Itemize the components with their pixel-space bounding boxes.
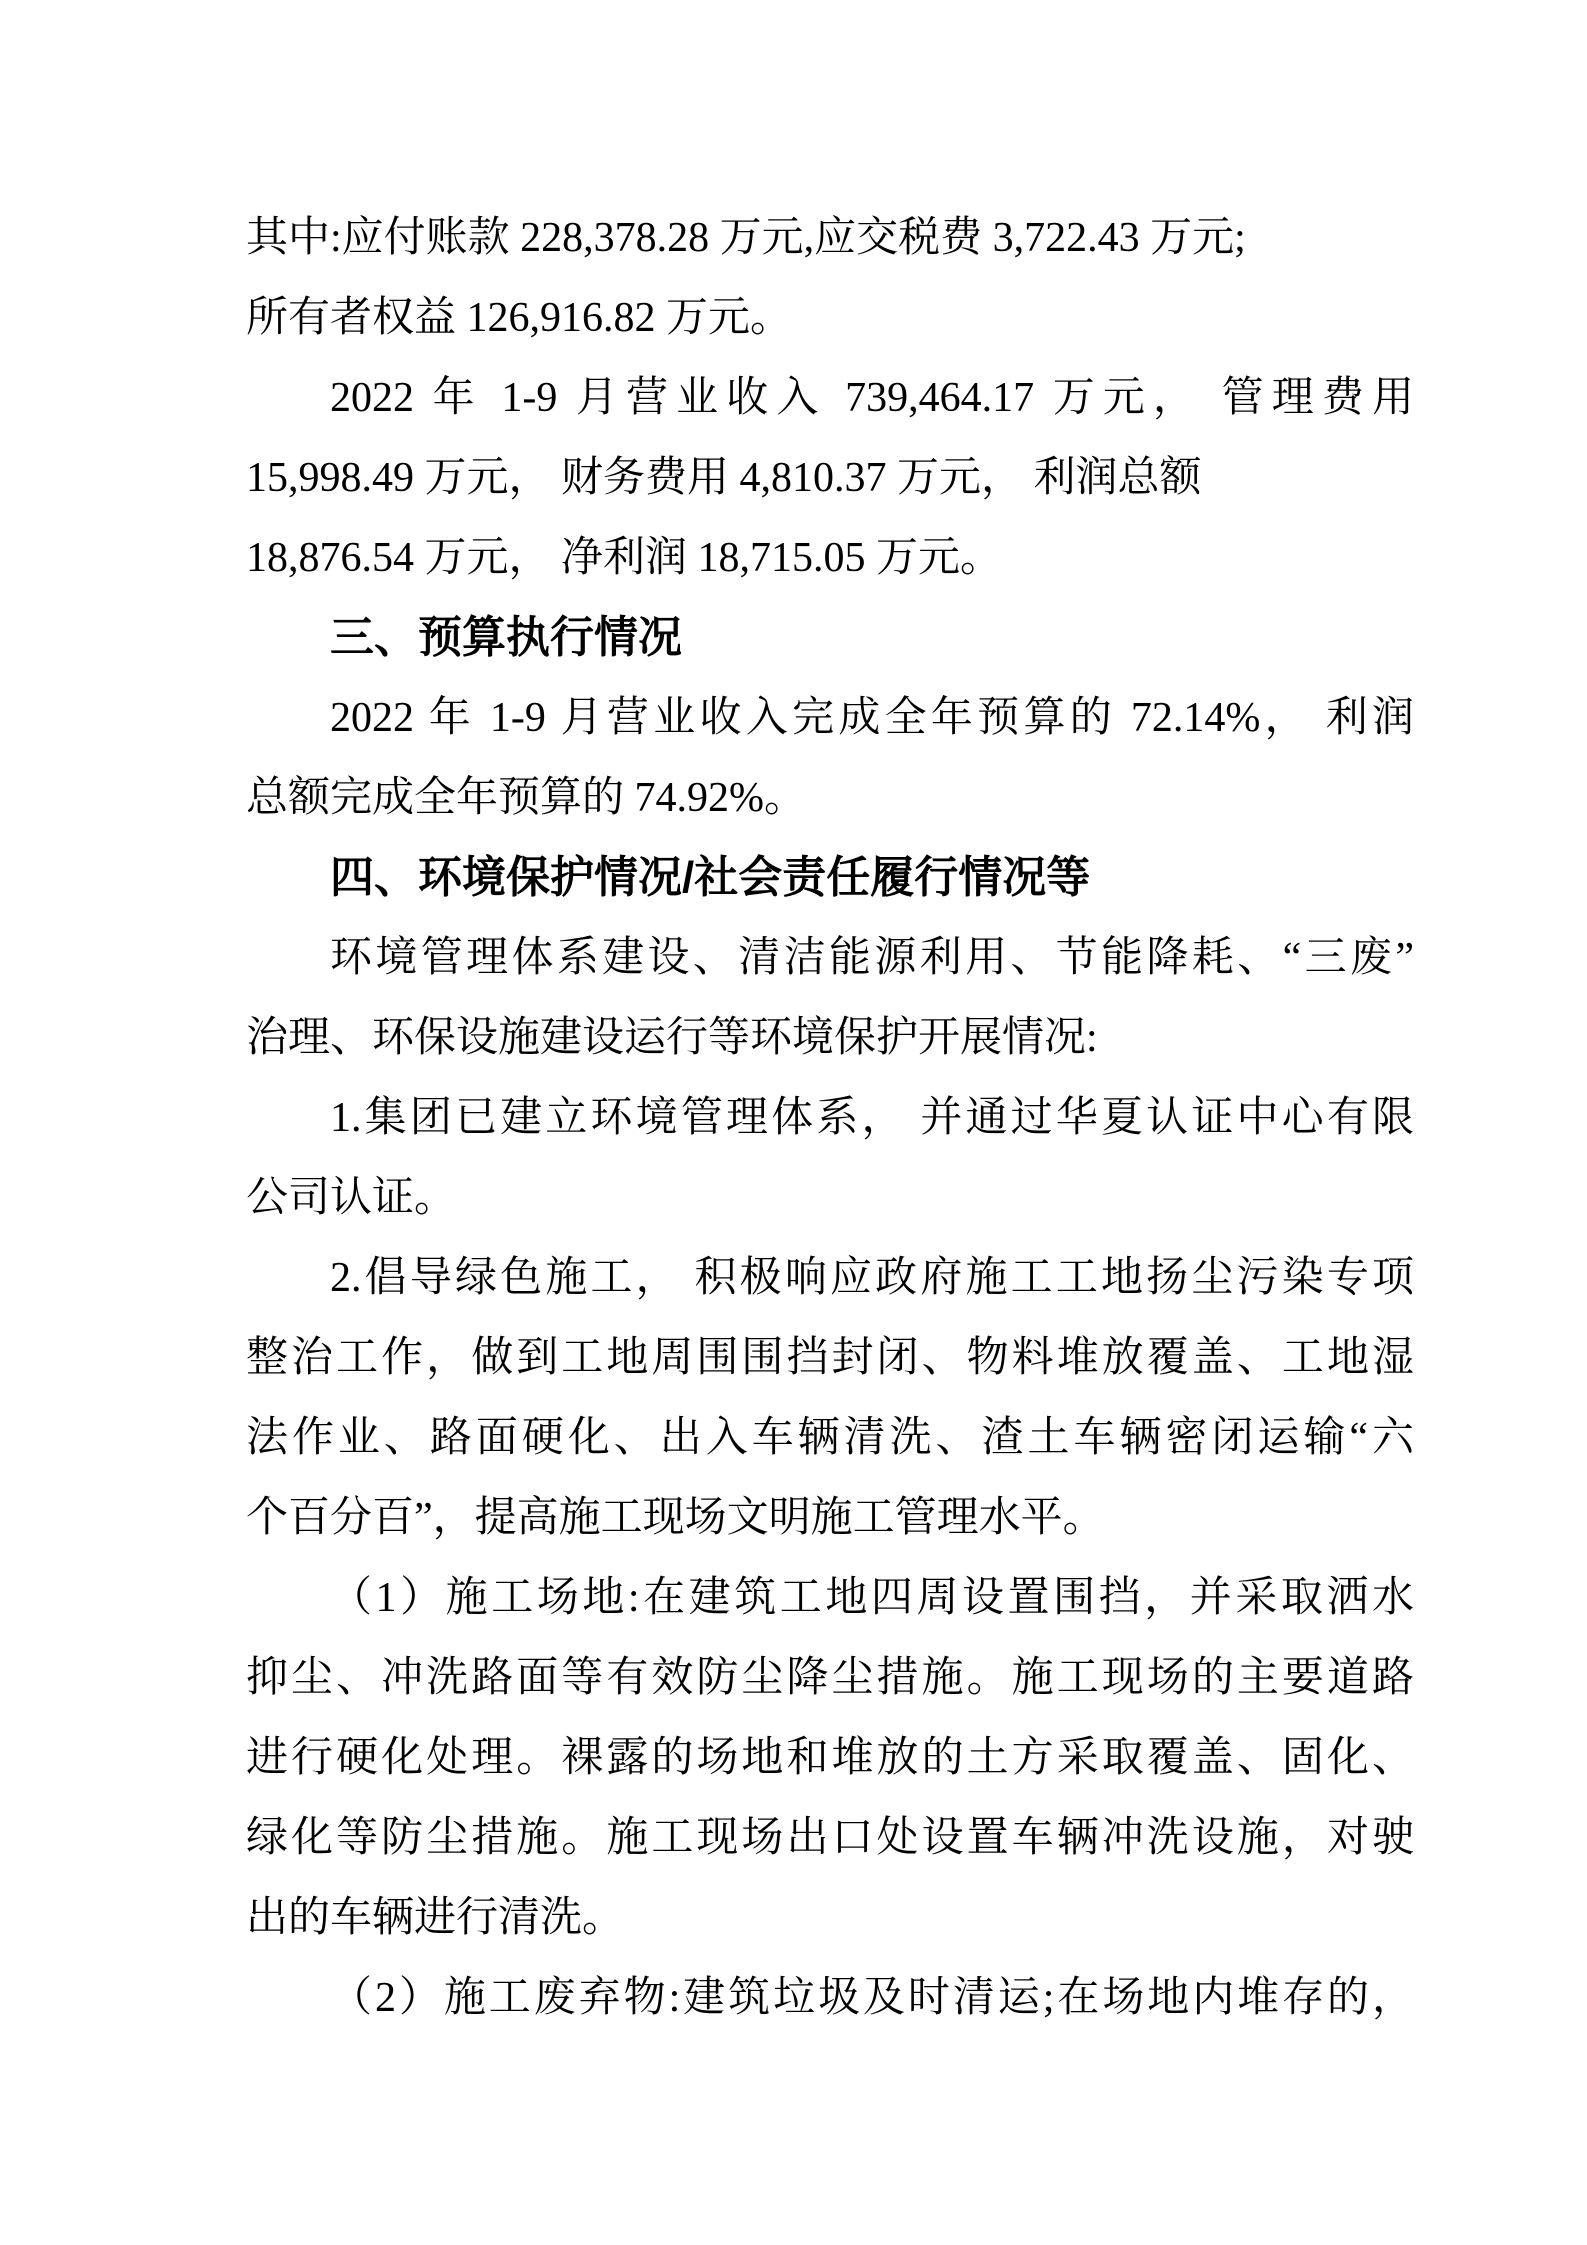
text-line: 2022 年 1-9 月营业收入完成全年预算的 72.14%， 利润 xyxy=(330,695,1414,741)
text-line: 1.集团已建立环境管理体系， 并通过华夏认证中心有限 xyxy=(330,1095,1414,1141)
text-line: 法作业、路面硬化、出入车辆清洗、渣土车辆密闭运输“六 xyxy=(246,1415,1414,1461)
text-line: 所有者权益 126,916.82 万元。 xyxy=(246,295,793,341)
text-line: 治理、环保设施建设运行等环境保护开展情况: xyxy=(246,1015,1098,1061)
text-line: 进行硬化处理。裸露的场地和堆放的土方采取覆盖、固化、 xyxy=(246,1735,1414,1781)
text-line: 环境管理体系建设、清洁能源利用、节能降耗、“三废” xyxy=(330,935,1414,981)
text-line: 总额完成全年预算的 74.92%。 xyxy=(246,775,806,821)
text-line: 公司认证。 xyxy=(246,1175,457,1221)
text-line: 18,876.54 万元， 净利润 18,715.05 万元。 xyxy=(246,535,1003,581)
text-line: 2022 年 1-9 月营业收入 739,464.17 万元， 管理费用 xyxy=(330,375,1414,421)
section-heading-4: 四、环境保护情况/社会责任履行情况等 xyxy=(330,853,1091,902)
text-line: 15,998.49 万元， 财务费用 4,810.37 万元， 利润总额 xyxy=(246,455,1202,501)
text-line: 出的车辆进行清洗。 xyxy=(246,1895,625,1941)
text-line: 其中:应付账款 228,378.28 万元,应交税费 3,722.43 万元; xyxy=(246,215,1246,261)
text-line: 整治工作，做到工地周围围挡封闭、物料堆放覆盖、工地湿 xyxy=(246,1335,1414,1381)
text-line: 个百分百”，提高施工现场文明施工管理水平。 xyxy=(246,1495,1105,1541)
text-block xyxy=(246,198,1414,2038)
text-line: 抑尘、冲洗路面等有效防尘降尘措施。施工现场的主要道路 xyxy=(246,1655,1414,1701)
text-line: （2）施工废弃物:建筑垃圾及时清运;在场地内堆存的， xyxy=(330,1975,1414,2021)
text-line: 绿化等防尘措施。施工现场出口处设置车辆冲洗设施，对驶 xyxy=(246,1815,1414,1861)
text-line: （1）施工场地:在建筑工地四周设置围挡，并采取洒水 xyxy=(330,1575,1414,1621)
section-heading-3: 三、预算执行情况 xyxy=(330,613,682,662)
text-line: 2.倡导绿色施工， 积极响应政府施工工地扬尘污染专项 xyxy=(330,1255,1414,1301)
